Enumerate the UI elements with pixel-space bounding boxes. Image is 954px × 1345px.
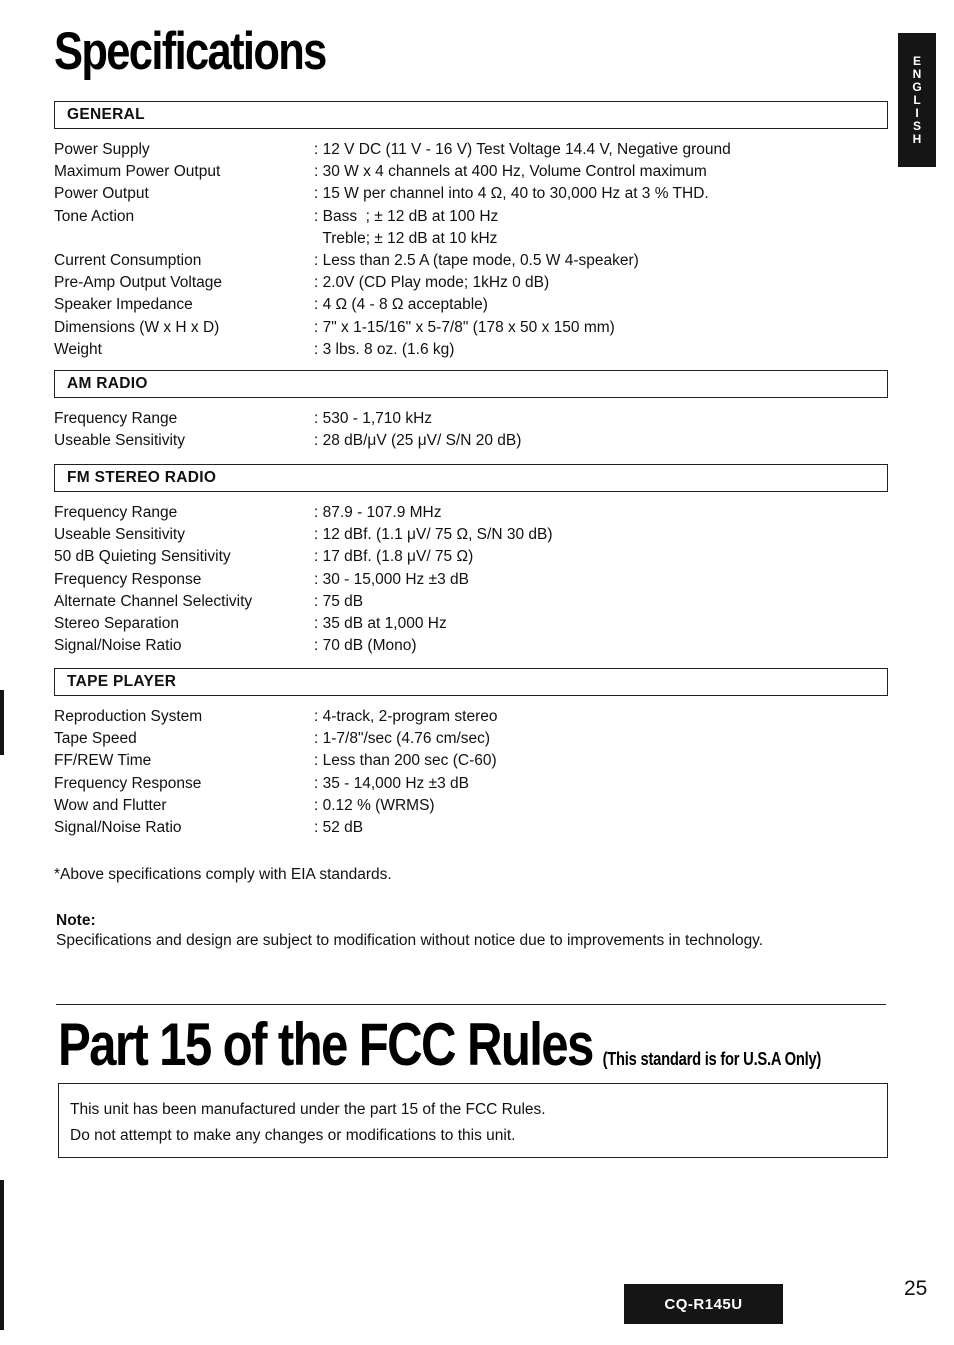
section-fm-stereo-radio (54, 464, 888, 657)
spec-label: Dimensions (W x H x D) (54, 318, 220, 336)
spec-label: Signal/Noise Ratio (54, 819, 182, 837)
spec-value: : 87.9 - 107.9 MHz (314, 504, 442, 521)
spec-value: : 0.12 % (WRMS) (314, 796, 435, 814)
section-tape-player (54, 668, 888, 839)
spec-label: Current Consumption (54, 252, 202, 270)
fcc-title (58, 1008, 821, 1082)
spec-value: : 35 dB at 1,000 Hz (314, 615, 447, 633)
spec-row (54, 613, 888, 635)
spec-value: Treble; ± 12 dB at 10 kHz (314, 229, 498, 247)
spec-value: : 70 dB (Mono) (314, 637, 417, 655)
spec-rows (54, 139, 888, 361)
spec-label: Pre-Amp Output Voltage (54, 274, 223, 292)
spec-label: Weight (54, 340, 102, 358)
spec-label: Speaker Impedance (54, 296, 193, 314)
page-title: Specifications (54, 22, 326, 81)
spec-row (54, 206, 888, 228)
language-tab-letter: I (915, 105, 919, 120)
spec-value: : Less than 200 sec (C-60) (314, 752, 497, 770)
language-tab-letter: S (912, 118, 921, 133)
spec-label: Frequency Response (54, 774, 202, 792)
spec-row (54, 569, 888, 591)
spec-value: : 52 dB (314, 819, 364, 837)
language-tab (898, 33, 936, 167)
spec-label: Tone Action (54, 207, 135, 225)
fcc-title-main: Part 15 of the FCC Rules (58, 1011, 593, 1078)
spec-row (54, 773, 888, 795)
spec-rows (54, 706, 888, 839)
spec-row (54, 728, 888, 750)
fcc-notice-line: This unit has been manufactured under the part 15 of the FCC Rules. (70, 1101, 546, 1118)
language-tab-letter: G (912, 79, 922, 94)
spec-label: 50 dB Quieting Sensitivity (54, 548, 231, 566)
spec-label: Useable Sensitivity (54, 526, 185, 544)
spec-value: : 1-7/8"/sec (4.76 cm/sec) (314, 730, 491, 748)
spec-value: : 7" x 1-15/16" x 5-7/8" (178 x 50 x 150 mm) (314, 318, 615, 336)
spec-value: : 35 - 14,000 Hz ±3 dB (314, 774, 469, 792)
spec-row (54, 339, 888, 361)
spec-value: : 4-track, 2-program stereo (314, 708, 498, 725)
spec-rows (54, 408, 888, 452)
spec-label: Wow and Flutter (54, 796, 167, 814)
spec-label: Tape Speed (54, 730, 137, 748)
spec-value: : 530 - 1,710 kHz (314, 410, 433, 427)
spec-row (54, 228, 888, 250)
spec-label: FF/REW Time (54, 752, 152, 770)
fcc-notice-box (58, 1083, 888, 1158)
spec-label: Stereo Separation (54, 615, 179, 633)
section-heading: AM RADIO (54, 370, 888, 398)
section-heading: FM STEREO RADIO (54, 464, 888, 492)
spec-value: : 15 W per channel into 4 Ω, 40 to 30,000 Hz at 3 % THD. (314, 185, 709, 203)
spec-label: Reproduction System (54, 708, 203, 725)
section-heading: TAPE PLAYER (54, 668, 888, 696)
eia-footnote: *Above specifications comply with EIA standards. (54, 866, 392, 883)
note-heading: Note: (56, 912, 96, 929)
spec-value: : 17 dBf. (1.8 μV/ 75 Ω) (314, 548, 474, 566)
spec-value: : 28 dB/μV (25 μV/ S/N 20 dB) (314, 432, 522, 450)
spec-row (54, 591, 888, 613)
model-badge: CQ-R145U (624, 1284, 783, 1324)
language-tab-letter: H (912, 131, 922, 146)
section-general (54, 101, 888, 361)
spec-rows (54, 502, 888, 657)
spec-label: Frequency Response (54, 570, 202, 588)
spec-row (54, 294, 888, 316)
fcc-notice-line: Do not attempt to make any changes or modifications to this unit. (70, 1127, 516, 1144)
spec-row (54, 183, 888, 205)
spec-row (54, 524, 888, 546)
spec-value: : 12 dBf. (1.1 μV/ 75 Ω, S/N 30 dB) (314, 526, 553, 544)
note-text: Specifications and design are subject to modification without notice due to improvements in technology. (56, 932, 764, 949)
spec-value: : 12 V DC (11 V - 16 V) Test Voltage 14.4 V, Negative ground (314, 141, 731, 158)
section-divider (56, 1004, 886, 1005)
spec-row (54, 317, 888, 339)
spec-label: Power Output (54, 185, 149, 203)
spec-label (54, 228, 314, 250)
language-tab-letter: L (913, 92, 921, 107)
fcc-title-subtitle: (This standard is for U.S.A Only) (602, 1049, 822, 1069)
edge-mark (0, 690, 4, 755)
spec-value: : 75 dB (314, 592, 364, 610)
spec-value: : 3 lbs. 8 oz. (1.6 kg) (314, 340, 455, 358)
spec-label: Power Supply (54, 141, 150, 158)
spec-row (54, 139, 888, 161)
spec-row (54, 635, 888, 657)
spec-row (54, 408, 888, 430)
spec-value: : 30 - 15,000 Hz ±3 dB (314, 570, 469, 588)
spec-row (54, 817, 888, 839)
section-am-radio (54, 370, 888, 452)
spec-label: Useable Sensitivity (54, 432, 185, 450)
spec-value: : 30 W x 4 channels at 400 Hz, Volume Control maximum (314, 163, 707, 181)
spec-value: : 2.0V (CD Play mode; 1kHz 0 dB) (314, 274, 550, 292)
spec-row (54, 250, 888, 272)
section-heading: GENERAL (54, 101, 888, 129)
page-number: 25 (904, 1277, 928, 1300)
spec-value: : Less than 2.5 A (tape mode, 0.5 W 4-speaker) (314, 252, 639, 270)
spec-row (54, 272, 888, 294)
spec-row (54, 161, 888, 183)
spec-row (54, 430, 888, 452)
spec-row (54, 706, 888, 728)
spec-label: Maximum Power Output (54, 163, 221, 181)
spec-row (54, 750, 888, 772)
spec-row (54, 546, 888, 568)
spec-value: : 4 Ω (4 - 8 Ω acceptable) (314, 296, 488, 314)
spec-label: Alternate Channel Selectivity (54, 592, 253, 610)
language-tab-letter: N (912, 66, 922, 81)
spec-row (54, 795, 888, 817)
spec-label: Frequency Range (54, 504, 178, 521)
spec-label: Signal/Noise Ratio (54, 637, 182, 655)
edge-mark (0, 1180, 4, 1330)
spec-row (54, 502, 888, 524)
spec-value: : Bass ; ± 12 dB at 100 Hz (314, 207, 499, 225)
language-tab-letter: E (912, 53, 921, 68)
spec-label: Frequency Range (54, 410, 178, 427)
